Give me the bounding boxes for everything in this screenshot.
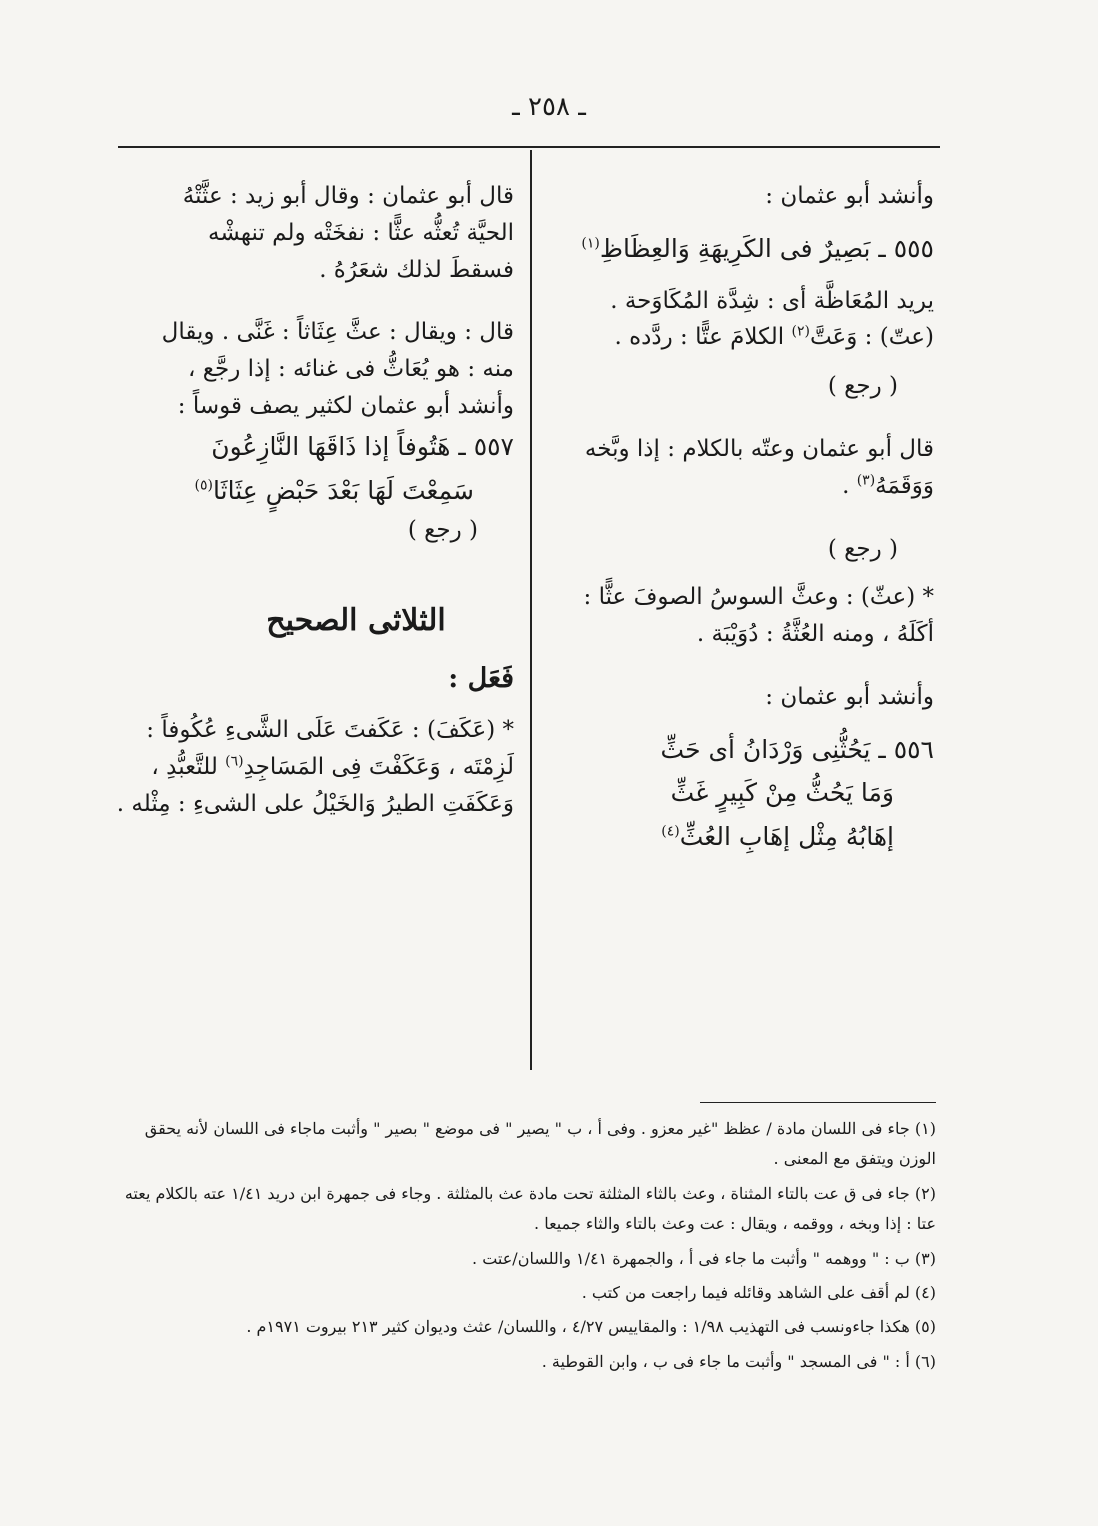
footnote-ref-2: (٢): [791, 323, 810, 340]
text-line: أكَلَهُ ، ومنه العُثَّةُ : دُوَيْبَة .: [696, 621, 934, 648]
text-line: قال أبو عثمان وعتّه بالكلام : إذا وبَّخه: [584, 435, 934, 462]
sub-heading: فَعَل :: [448, 663, 514, 695]
entry-att-start: (عتّ) : وَعَتَّ: [809, 324, 934, 351]
left-column: [118, 178, 514, 823]
footnote-2: (٢) جاء فى ق عت بالتاء المثناة ، وعث بالثاء المثلثة تحت مادة عث بالمثلثة . وجاء فى جمهرة ابن دريد ١/٤١ عته بالكلام يعته عتا : إذا وبخه ، ووقمه ، ويقال : عت وعث بالتاء والثاء جميعا .: [124, 1183, 936, 1234]
verse-556-line-1: ٥٥٦ ـ يَحُثُّنِى وَرْدَانُ أى حَثِّ: [660, 734, 934, 764]
entry-ath: * (عثّ) : وعثَّ السوسُ الصوفَ عثًّا :: [583, 584, 934, 611]
footnote-5: (٥) هكذا جاءونسب فى التهذيب ١/٩٨ : والمقاييس ٤/٢٧ ، واللسان/ عثث وديوان كثير ٢١٣ بيروت ١٩٧١م .: [246, 1317, 936, 1337]
text-line: يريد المُعَاظَّة أى : شِدَّة المُكَاوَحة .: [610, 287, 934, 314]
footnote-ref-4: (٤): [661, 823, 680, 840]
right-column: [548, 178, 934, 859]
text-line: [118, 749, 514, 786]
text-end: .: [842, 472, 850, 499]
text-line: منه : هو يُعَاثُّ فى غنائه : إذا رجَّع ،: [188, 356, 514, 383]
entry-att: [548, 319, 934, 356]
text-line: [548, 468, 934, 505]
text-line: قال : ويقال : عثَّ عِثَاثاً : غَنَّى . ويقال: [161, 319, 514, 346]
page-number: ـ ٢٥٨ ـ: [512, 92, 586, 122]
raja-marker: ( رجع ): [827, 535, 898, 562]
footnotes: [110, 1114, 936, 1381]
text-end: للتَّعبُّدِ ،: [151, 754, 218, 781]
verse-557-line-2-text: سَمِعْتَ لَهَا بَعْدَ حَبْضٍ عِثَاثَا: [213, 475, 474, 505]
footnote-4: (٤) لم أقف على الشاهد وقائله فيما راجعت من كتب .: [581, 1282, 936, 1302]
text-line: الحيَّة تُعثُّه عثًّا : نفخَتْه ولم تنهشْه: [208, 219, 514, 246]
intro-line: وأنشد أبو عثمان :: [765, 183, 934, 209]
section-heading: الثلاثى الصحيح: [266, 603, 446, 639]
text-word: وَوَقَمَهُ: [875, 472, 934, 499]
text-line: فسقطَ لذلك شعَرُهُ .: [319, 256, 514, 283]
footnote-ref-5: (٥): [194, 477, 214, 494]
verse-557-line-1: ٥٥٧ ـ هَتُوفاً إذا ذَاقَهَا النَّازِعُونَ: [211, 431, 514, 461]
intro-line: وأنشد أبو عثمان :: [765, 683, 934, 710]
header-rule: [118, 146, 940, 148]
verse-556-line-3: [548, 815, 934, 859]
footnote-1: (١) جاء فى اللسان مادة / عظظ "غير معزو . وفى أ ، ب " يصير " فى موضع " بصير " وأثبت ماجاء فى اللسان لأنه يحقق الوزن ويتفق مع المعنى .: [144, 1119, 936, 1169]
text-line: وأنشد أبو عثمان لكثير يصف قوساً :: [177, 392, 514, 419]
entry-att-end: الكلامَ عتًّا : ردَّده .: [614, 324, 785, 351]
column-divider: [530, 150, 532, 1070]
footnote-ref-6: (٦): [225, 753, 244, 770]
verse-556-line-3-text: إهَابُهُ مِثْل إهَابِ العُثِّ: [679, 822, 894, 852]
entry-akafa: * (عَكَفَ) : عَكَفتَ عَلَى الشَّىءِ عُكُوفاً :: [146, 717, 514, 744]
footnote-3: (٣) ب : " ووهمه " وأثبت ما جاء فى أ ، والجمهرة ١/٤١ واللسان/عتت .: [472, 1248, 936, 1268]
footnote-ref-1: (١): [581, 235, 600, 252]
raja-marker: ( رجع ): [407, 517, 478, 544]
raja-marker: ( رجع ): [827, 373, 898, 400]
footnote-6: (٦) أ : " فى المسجد " وأثبت ما جاء فى ب ، وابن القوطية .: [541, 1351, 936, 1371]
text-line: قال أبو عثمان : وقال أبو زيد : عثَّتْهُ: [182, 183, 514, 209]
verse-555: [548, 227, 934, 271]
verse-557-line-2: [118, 469, 514, 513]
text-line: وَعَكَفَتِ الطيرُ وَالخَيْلُ على الشىءِ : مِثْله .: [116, 790, 514, 817]
footnote-ref-3: (٣): [856, 472, 876, 489]
verse-556-line-2: وَمَا يَحُثُّ مِنْ كَبِيرٍ غَثِّ: [670, 778, 894, 808]
text-start: لَزِمْتَه ، وَعَكَفْتَ فِى المَسَاجِدِ: [243, 754, 514, 781]
verse-555-text: ٥٥٥ ـ بَصِيرٌ فى الكَرِيهَةِ وَالعِظَاظِ: [599, 233, 934, 263]
footnote-rule: [700, 1102, 936, 1103]
